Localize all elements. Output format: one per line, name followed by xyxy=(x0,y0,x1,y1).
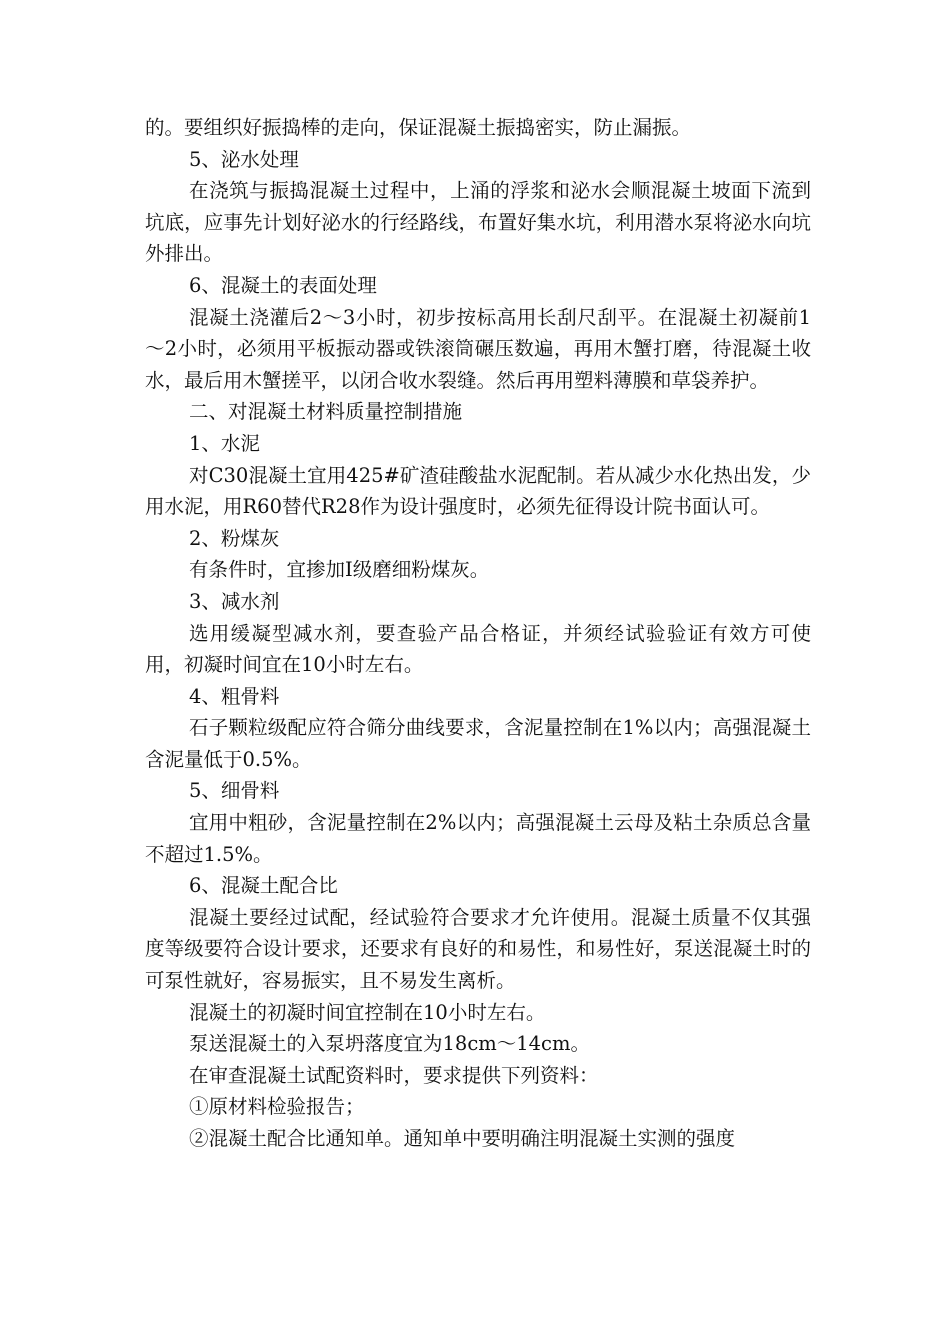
section-heading-fine-aggregate: 5、细骨料 xyxy=(189,779,280,803)
paragraph-continuation: 的。要组织好振捣棒的走向，保证混凝土振捣密实，防止漏振。 xyxy=(145,116,692,139)
list-item: ①原材料检验报告； xyxy=(189,1095,365,1119)
section-heading-mix-proportion: 6、混凝土配合比 xyxy=(189,874,338,898)
paragraph: 对C30混凝土宜用425#矿渣硅酸盐水泥配制。若从减少水化热出发，少用水泥，用R60替代R28作为设计强度时，必须先征得设计院书面认可。 xyxy=(145,463,811,519)
paragraph: 混凝土要经过试配，经试验符合要求才允许使用。混凝土质量不仅其强度等级要符合设计要求，还要求有良好的和易性，和易性好，泵送混凝土时的可泵性就好，容易振实，且不易发生离析。 xyxy=(145,905,811,993)
list-item: ②混凝土配合比通知单。通知单中要明确注明混凝土实测的强度 xyxy=(189,1127,736,1150)
section-heading-fly-ash: 2、粉煤灰 xyxy=(189,526,280,550)
section-heading-coarse-aggregate: 4、粗骨料 xyxy=(189,684,280,708)
section-heading-water-reducer: 3、减水剂 xyxy=(189,589,280,613)
section-heading-surface-treatment: 6、混凝土的表面处理 xyxy=(189,273,377,297)
paragraph: 有条件时，宜掺加Ⅰ级磨细粉煤灰。 xyxy=(189,558,490,582)
paragraph: 宜用中粗砂，含泥量控制在2%以内；高强混凝土云母及粘土杂质总含量不超过1.5%。 xyxy=(145,811,811,866)
paragraph: 在审查混凝土试配资料时，要求提供下列资料： xyxy=(189,1063,599,1087)
paragraph: 选用缓凝型减水剂，要查验产品合格证，并须经试验验证有效方可使用，初凝时间宜在10小时左右。 xyxy=(145,621,811,677)
paragraph: 泵送混凝土的入泵坍落度宜为18cm～14cm。 xyxy=(189,1032,590,1056)
chapter-heading-material-quality: 二、对混凝土材料质量控制措施 xyxy=(189,400,463,424)
section-heading-cement: 1、水泥 xyxy=(189,431,260,455)
paragraph: 混凝土浇灌后2～3小时，初步按标高用长刮尺刮平。在混凝土初凝前1～2小时，必须用平板振动器或铁滚筒碾压数遍，再用木蟹打磨，待混凝土收水，最后用木蟹搓平，以闭合收水裂缝。然后再用塑料薄膜和草袋养护。 xyxy=(145,305,811,392)
paragraph: 在浇筑与振捣混凝土过程中，上涌的浮浆和泌水会顺混凝土坡面下流到坑底，应事先计划好泌水的行经路线，布置好集水坑，利用潜水泵将泌水向坑外排出。 xyxy=(145,179,811,266)
section-heading-bleeding-water: 5、泌水处理 xyxy=(189,147,299,171)
paragraph: 混凝土的初凝时间宜控制在10小时左右。 xyxy=(189,1000,546,1024)
document-body xyxy=(145,112,811,1155)
paragraph: 石子颗粒级配应符合筛分曲线要求，含泥量控制在1%以内；高强混凝土含泥量低于0.5%。 xyxy=(145,716,811,771)
